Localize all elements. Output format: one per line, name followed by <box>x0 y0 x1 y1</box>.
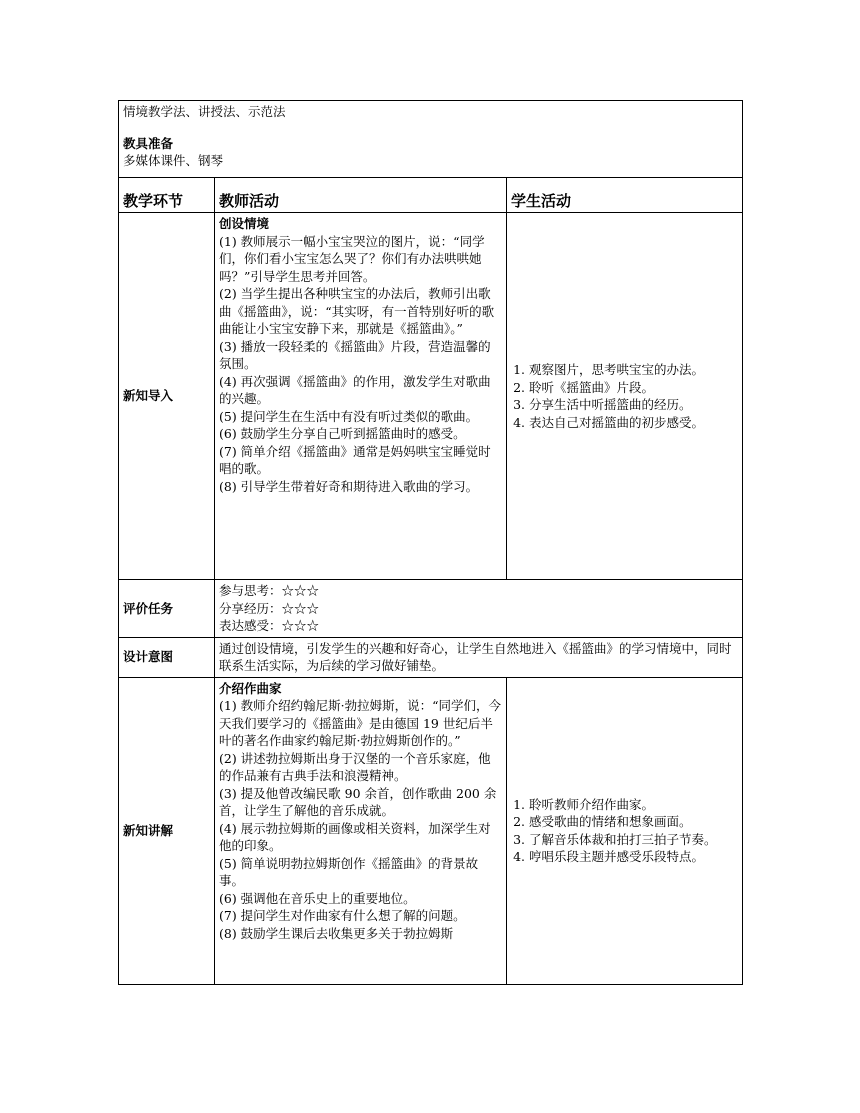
section1-teacher-cell <box>215 213 507 580</box>
section1-student-item: 2. 聆听《摇篮曲》片段。 <box>529 379 738 397</box>
section2-teacher-cell <box>215 677 507 984</box>
section2-student-item: 4. 哼唱乐段主题并感受乐段特点。 <box>529 848 738 866</box>
section1-teacher-item: (3) 播放一段轻柔的《摇篮曲》片段，营造温馨的氛围。 <box>219 338 491 371</box>
section2-stage: 新知讲解 <box>119 677 215 984</box>
section2-student-list <box>511 796 738 866</box>
section1-student-cell <box>507 213 743 580</box>
evaluation-item: 表达感受：☆☆☆ <box>219 618 320 633</box>
blank-line <box>123 121 738 135</box>
lesson-plan-page <box>118 100 742 985</box>
section1-teacher-item: (7) 简单介绍《摇篮曲》通常是妈妈哄宝宝睡觉时唱的歌。 <box>219 443 491 476</box>
section2-student-item: 2. 感受歌曲的情绪和想象画面。 <box>529 813 738 831</box>
section1-student-item: 4. 表达自己对摇篮曲的初步感受。 <box>529 414 738 432</box>
section1-student-item: 3. 分享生活中听摇篮曲的经历。 <box>529 396 738 414</box>
section2-teacher-item: (4) 展示勃拉姆斯的画像或相关资料，加深学生对他的印象。 <box>219 820 491 853</box>
section2-student-item: 1. 聆听教师介绍作曲家。 <box>529 796 738 814</box>
section2-teacher-item: (2) 讲述勃拉姆斯出身于汉堡的一个音乐家庭，他的作品兼有古典手法和浪漫精神。 <box>219 750 491 783</box>
header-teacher: 教师活动 <box>215 178 507 213</box>
header-student: 学生活动 <box>507 178 743 213</box>
section1-student-item: 1. 观察图片，思考哄宝宝的办法。 <box>529 361 738 379</box>
section1-row <box>119 213 743 580</box>
evaluation-row <box>119 580 743 638</box>
section2-title: 介绍作曲家 <box>219 680 282 696</box>
section1-teacher-item: (4) 再次强调《摇篮曲》的作用，激发学生对歌曲的兴趣。 <box>219 373 491 406</box>
section1-teacher-item: (5) 提问学生在生活中有没有听过类似的歌曲。 <box>219 408 479 424</box>
section2-teacher-item: (7) 提问学生对作曲家有什么想了解的问题。 <box>219 908 466 923</box>
section1-stage: 新知导入 <box>119 213 215 580</box>
teaching-methods: 情境教学法、讲授法、示范法 <box>123 104 286 119</box>
lesson-plan-table <box>118 100 743 985</box>
section1-teacher-item: (6) 鼓励学生分享自己听到摇篮曲时的感受。 <box>219 426 466 441</box>
section2-student-item: 3. 了解音乐体裁和拍打三拍子节奏。 <box>529 831 738 849</box>
evaluation-cell <box>215 580 743 638</box>
header-row <box>119 178 743 213</box>
top-info-cell <box>119 101 743 178</box>
section2-teacher-item: (1) 教师介绍约翰尼斯·勃拉姆斯，说：“同学们，今天我们要学习的《摇篮曲》是由德国 19 世纪后半叶的著名作曲家约翰尼斯·勃拉姆斯创作的。” <box>219 698 502 748</box>
evaluation-item: 参与思考：☆☆☆ <box>219 583 320 598</box>
section2-teacher-item: (6) 强调他在音乐史上的重要地位。 <box>219 890 416 906</box>
section1-teacher-item: (2) 当学生提出各种哄宝宝的办法后，教师引出歌曲《摇篮曲》，说：“其实呀，有一首特别好听的歌曲能让小宝宝安静下来，那就是《摇篮曲》。” <box>219 286 495 336</box>
intent-row <box>119 637 743 677</box>
section2-teacher-item: (5) 简单说明勃拉姆斯创作《摇篮曲》的背景故事。 <box>219 855 479 888</box>
evaluation-stage: 评价任务 <box>119 580 215 638</box>
section2-row <box>119 677 743 984</box>
section1-teacher-item: (8) 引导学生带着好奇和期待进入歌曲的学习。 <box>219 478 479 494</box>
tools-heading: 教具准备 <box>123 135 174 151</box>
section1-teacher-item: (1) 教师展示一幅小宝宝哭泣的图片，说：“同学们，你们看小宝宝怎么哭了？你们有办法哄哄她吗？”引导学生思考并回答。 <box>219 233 485 284</box>
top-info-row <box>119 101 743 178</box>
header-stage: 教学环节 <box>119 178 215 213</box>
section1-title: 创设情境 <box>219 216 270 231</box>
tools-text: 多媒体课件、钢琴 <box>123 153 224 168</box>
section2-student-cell <box>507 677 743 984</box>
section2-teacher-item: (3) 提及他曾改编民歌 90 余首，创作歌曲 200 余首，让学生了解他的音乐成就。 <box>219 785 497 818</box>
intent-text: 通过创设情境，引发学生的兴趣和好奇心，让学生自然地进入《摇篮曲》的学习情境中，同时联系生活实际，为后续的学习做好铺垫。 <box>215 637 743 677</box>
evaluation-item: 分享经历：☆☆☆ <box>219 600 320 616</box>
intent-stage: 设计意图 <box>119 637 215 677</box>
section1-student-list <box>511 361 738 431</box>
section2-teacher-item: (8) 鼓励学生课后去收集更多关于勃拉姆斯 <box>219 925 454 941</box>
